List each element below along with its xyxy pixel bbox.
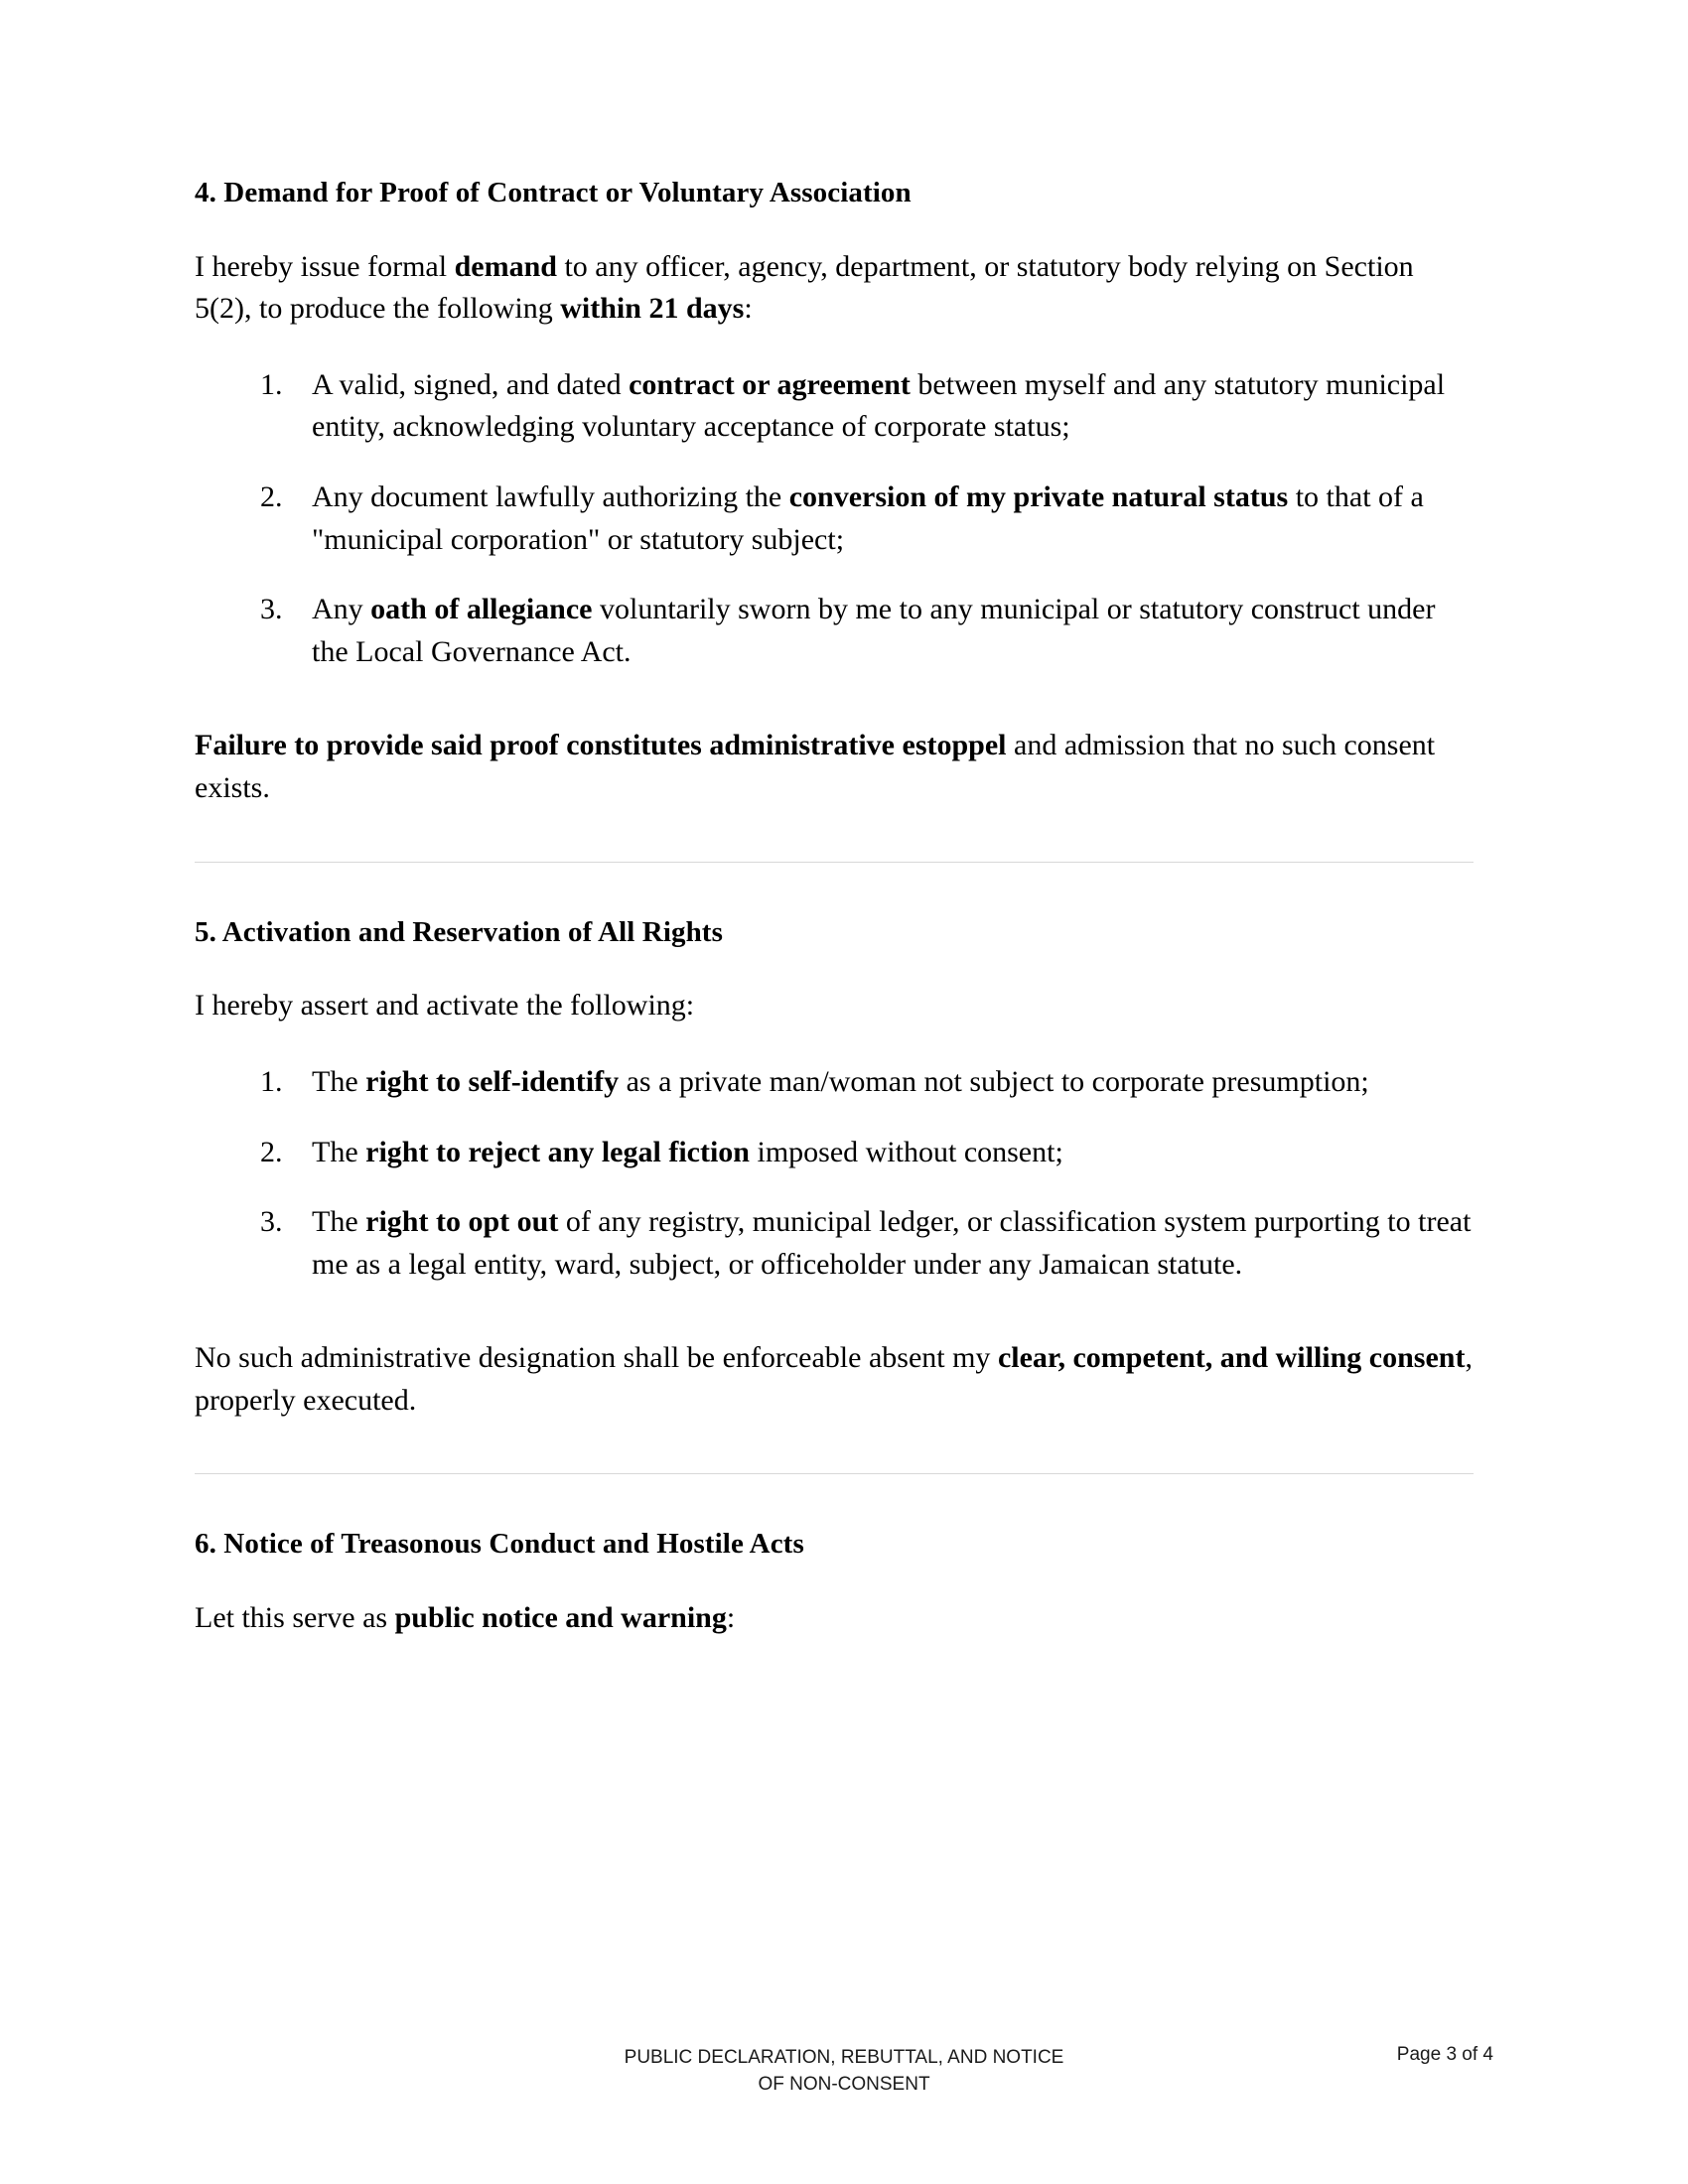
list-item-post: as a private man/woman not subject to corporate presumption; bbox=[619, 1064, 1369, 1098]
list-item-pre: Any document lawfully authorizing the bbox=[312, 480, 789, 514]
section-5-closing-post: , properly executed. bbox=[195, 1341, 1473, 1417]
section-6-intro-post: : bbox=[726, 1601, 736, 1635]
list-item-bold: right to opt out bbox=[365, 1205, 559, 1239]
list-item-bold: conversion of my private natural status bbox=[788, 480, 1289, 514]
list-item-bold: contract or agreement bbox=[629, 367, 911, 401]
section-5-closing-pre: No such administrative designation shall be enforceable absent my bbox=[195, 1341, 998, 1375]
section-4-intro-mid: to any officer, agency, department, or statutory body relying on Section 5(2), to produce the following bbox=[195, 249, 1414, 326]
list-item-post: of any registry, municipal ledger, or classification system purporting to treat me as a legal entity, ward, subject, or officeholder under any Jamaican statute. bbox=[312, 1205, 1472, 1281]
list-item bbox=[290, 477, 1474, 561]
section-5-closing-bold: clear, competent, and willing consent bbox=[997, 1341, 1466, 1375]
section-divider bbox=[195, 1473, 1474, 1474]
section-4-intro-post: : bbox=[744, 292, 753, 326]
section-4-intro-pre: I hereby issue formal bbox=[195, 249, 455, 283]
spacer bbox=[195, 703, 1474, 725]
section-6-intro-bold: public notice and warning bbox=[394, 1601, 727, 1635]
section-4-closing-bold: Failure to provide said proof constitutes administrative estoppel bbox=[195, 729, 1007, 762]
section-4-closing-post: and admission that no such consent exists. bbox=[195, 729, 1436, 805]
section-6-intro bbox=[195, 1597, 1474, 1640]
section-5-intro: I hereby assert and activate the following: bbox=[195, 989, 695, 1023]
list-item-post: voluntarily sworn by me to any municipal or statutory construct under the Local Governance Act. bbox=[312, 593, 1436, 668]
list-item-post: imposed without consent; bbox=[749, 1135, 1063, 1168]
section-6-intro-pre: Let this serve as bbox=[195, 1601, 395, 1635]
list-item bbox=[290, 364, 1474, 449]
section-heading-6: 6. Notice of Treasonous Conduct and Hostile Acts bbox=[195, 1528, 804, 1561]
page-footer bbox=[0, 2044, 1688, 2099]
footer-title-line-2: OF NON-CONSENT bbox=[758, 2074, 930, 2096]
list-item-bold: right to reject any legal fiction bbox=[365, 1135, 750, 1168]
section-divider bbox=[195, 862, 1474, 863]
footer-title-line-1: PUBLIC DECLARATION, REBUTTAL, AND NOTICE bbox=[624, 2046, 1064, 2068]
list-item-bold: oath of allegiance bbox=[370, 593, 593, 626]
list-item-pre: Any bbox=[312, 593, 371, 626]
section-4-intro bbox=[195, 246, 1474, 331]
list-item bbox=[290, 1061, 1474, 1104]
section-4-intro-bold-days: within 21 days bbox=[560, 292, 745, 326]
section-5-closing bbox=[195, 1337, 1474, 1422]
list-item bbox=[290, 1201, 1474, 1286]
section-4-closing bbox=[195, 725, 1474, 809]
list-item-pre: A valid, signed, and dated bbox=[312, 367, 630, 401]
list-item-pre: The bbox=[312, 1064, 366, 1098]
section-5-list bbox=[195, 1061, 1474, 1286]
list-item-post: to that of a "municipal corporation" or statutory subject; bbox=[312, 480, 1424, 556]
document-body bbox=[195, 175, 1474, 1674]
list-item-pre: The bbox=[312, 1205, 366, 1239]
section-heading-4: 4. Demand for Proof of Contract or Voluntary Association bbox=[195, 177, 912, 208]
footer-page-number: Page 3 of 4 bbox=[1396, 2043, 1493, 2065]
section-4-list bbox=[195, 364, 1474, 674]
list-item-post: between myself and any statutory municipal entity, acknowledging voluntary acceptance of corporate status; bbox=[312, 367, 1446, 444]
section-heading-5: 5. Activation and Reservation of All Rights bbox=[195, 915, 723, 948]
section-4-intro-bold-demand: demand bbox=[454, 249, 557, 283]
list-item bbox=[290, 589, 1474, 673]
list-item-bold: right to self-identify bbox=[365, 1064, 620, 1098]
spacer bbox=[195, 1315, 1474, 1337]
list-item-pre: The bbox=[312, 1135, 366, 1168]
list-item bbox=[290, 1132, 1474, 1174]
